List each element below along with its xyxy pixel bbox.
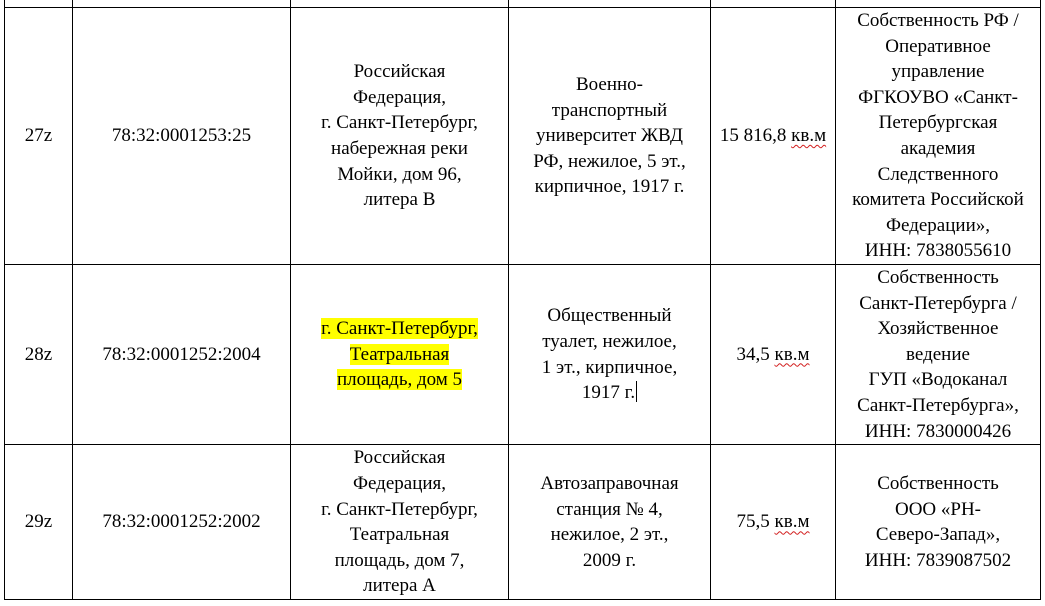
address-cell xyxy=(291,445,509,600)
table-row xyxy=(5,445,1041,600)
area-value: 15 816,8 xyxy=(719,125,787,147)
table-row xyxy=(5,264,1041,444)
ownership-cell xyxy=(836,445,1041,600)
ownership-line: ФГКОУВО «Санкт- xyxy=(858,86,1018,108)
ownership-line: Собственность РФ / xyxy=(857,10,1019,31)
description-line: Автозаправочная xyxy=(540,472,679,494)
address-line: Федерация, xyxy=(352,86,447,108)
description-line: РФ, нежилое, 5 эт., xyxy=(533,150,686,172)
ownership-line: комитета Российской xyxy=(852,189,1024,211)
description-line: станция № 4, xyxy=(556,498,663,520)
cadastral-number-cell: 78:32:0001253:25 xyxy=(73,8,291,265)
address-line xyxy=(293,342,506,368)
description-cell xyxy=(509,264,711,444)
area-value: 75,5 xyxy=(736,511,770,533)
address-line: Российская xyxy=(353,61,446,83)
ownership-line: ведение xyxy=(906,343,970,365)
description-line: Общественный xyxy=(547,305,672,327)
ownership-line: Собственность xyxy=(877,266,999,288)
ownership-cell xyxy=(836,264,1041,444)
address-line: Театральная xyxy=(349,524,450,546)
row-number-cell: 27z xyxy=(5,8,73,265)
description-line: транспортный xyxy=(551,99,668,121)
ownership-line: Следственного xyxy=(877,163,999,185)
area-unit: кв.м xyxy=(774,511,810,533)
row-number-cell: 28z xyxy=(5,264,73,444)
ownership-line: ГУП «Водоканал xyxy=(868,369,1008,391)
cadastral-number-cell: 78:32:0001252:2004 xyxy=(73,264,291,444)
text-cursor-caret xyxy=(636,381,637,402)
description-line: кирпичное, 1917 г. xyxy=(534,176,685,198)
address-line: литера А xyxy=(363,575,436,597)
description-text: 1917 г. xyxy=(581,382,636,404)
description-line: университет ЖВД xyxy=(536,125,683,147)
description-line: нежилое, 2 эт., xyxy=(550,524,669,546)
address-cell xyxy=(291,264,509,444)
area-cell xyxy=(711,445,836,600)
ownership-line: Северо-Запад», xyxy=(875,524,1001,546)
area-unit: кв.м xyxy=(774,343,810,365)
table-header-remnant-row xyxy=(5,0,1041,8)
highlighted-address-text: Театральная xyxy=(349,343,450,365)
address-line xyxy=(293,367,506,393)
ownership-line: Федерации», xyxy=(886,214,990,236)
ownership-line: Петербургская xyxy=(878,112,998,134)
description-line: 2009 г. xyxy=(582,549,637,571)
area-unit: кв.м xyxy=(791,125,827,147)
description-line: 1 эт., кирпичное, xyxy=(541,356,678,378)
ownership-line: ИНН: 7838055610 xyxy=(864,240,1012,262)
address-line: Федерация, xyxy=(352,472,447,494)
description-line: Военно- xyxy=(575,73,643,95)
area-cell xyxy=(711,264,836,444)
address-line: площадь, дом 7, xyxy=(334,549,465,571)
cadastral-number-cell: 78:32:0001252:2002 xyxy=(73,445,291,600)
address-line: Мойки, дом 96, xyxy=(337,163,462,185)
document-page xyxy=(4,0,1040,600)
ownership-line: ООО «РН- xyxy=(894,498,982,520)
address-line: набережная реки xyxy=(331,137,468,159)
table-row xyxy=(5,8,1041,265)
ownership-line: ИНН: 7830000426 xyxy=(864,420,1012,442)
ownership-line: управление xyxy=(891,61,985,83)
property-registry-table xyxy=(4,0,1041,600)
ownership-line: академия xyxy=(900,137,976,159)
address-cell xyxy=(291,8,509,265)
ownership-line: Оперативное xyxy=(885,35,991,57)
description-cell xyxy=(509,445,711,600)
address-line xyxy=(293,316,506,342)
ownership-line: Санкт-Петербурга», xyxy=(857,394,1019,416)
area-value: 34,5 xyxy=(736,343,770,365)
row-number-cell: 29z xyxy=(5,445,73,600)
area-cell xyxy=(711,8,836,265)
ownership-cell xyxy=(836,8,1041,265)
description-cell xyxy=(509,8,711,265)
ownership-line: Санкт-Петербурга / xyxy=(859,292,1017,314)
address-line: литера В xyxy=(363,189,436,211)
highlighted-address-text: площадь, дом 5 xyxy=(336,369,463,391)
address-line: г. Санкт-Петербург, xyxy=(321,498,478,520)
ownership-line: Собственность xyxy=(877,472,999,494)
highlighted-address-text: г. Санкт-Петербург, xyxy=(321,318,478,340)
ownership-line: ИНН: 7839087502 xyxy=(864,549,1012,571)
description-line xyxy=(511,380,708,406)
description-line: туалет, нежилое, xyxy=(542,330,677,352)
ownership-line: Хозяйственное xyxy=(877,318,999,340)
address-line: Российская xyxy=(353,447,446,469)
address-line: г. Санкт-Петербург, xyxy=(321,112,478,134)
